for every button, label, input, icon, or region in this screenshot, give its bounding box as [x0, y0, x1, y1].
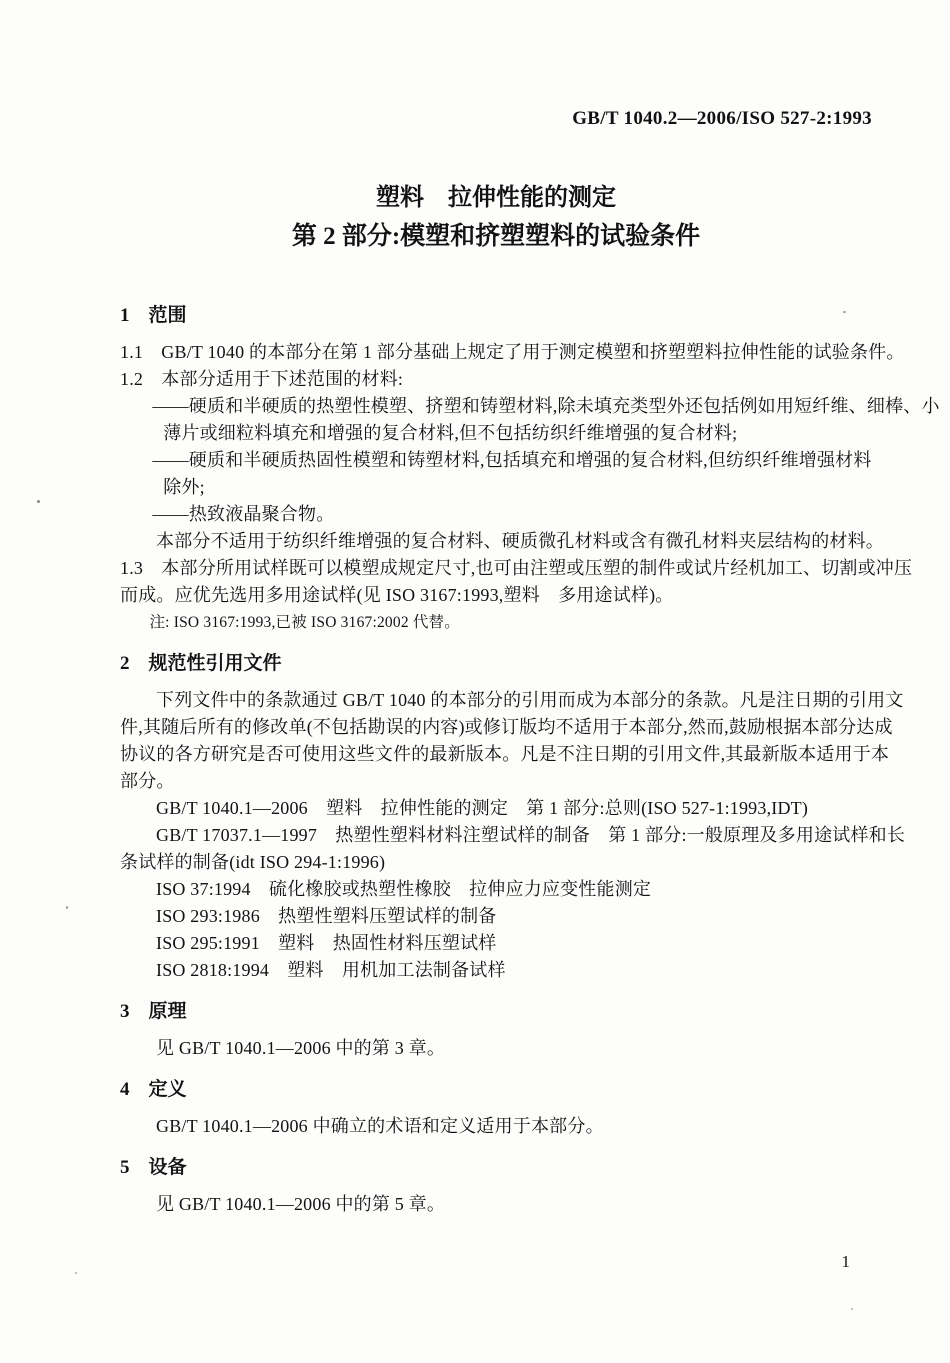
- section-heading: 3 原理: [120, 1001, 187, 1022]
- section: [120, 998, 872, 1062]
- section-heading: 2 规范性引用文件: [120, 653, 282, 674]
- section-heading: 1 范围: [120, 305, 187, 326]
- document-content: [120, 0, 940, 1218]
- section-heading: 4 定义: [120, 1079, 187, 1100]
- text-line: 见 GB/T 1040.1—2006 中的第 3 章。: [156, 1038, 446, 1058]
- text-line: 本部分不适用于纺织纤维增强的复合材料、硬质微孔材料或含有微孔材料夹层结构的材料。: [156, 531, 884, 551]
- text-line: 见 GB/T 1040.1—2006 中的第 5 章。: [156, 1194, 446, 1214]
- section: [120, 302, 940, 636]
- text-line: ISO 37:1994 硫化橡胶或热塑性橡胶 拉伸应力应变性能测定: [156, 879, 652, 899]
- scan-speck: [75, 1272, 77, 1274]
- section: [120, 1076, 872, 1140]
- page-number: 1: [841, 1252, 850, 1271]
- text-line: GB/T 1040.1—2006 中确立的术语和定义适用于本部分。: [156, 1116, 604, 1136]
- text-line: GB/T 17037.1—1997 热塑性塑料材料注塑试样的制备 第 1 部分:一般原理及多用途试样和长: [156, 825, 906, 845]
- text-line: 件,其随后所有的修改单(不包括勘误的内容)或修订版均不适用于本部分,然而,鼓励根据本部分达成: [120, 717, 893, 737]
- scan-speck: [851, 1308, 853, 1310]
- text-line: 而成。应优先选用多用途试样(见 ISO 3167:1993,塑料 多用途试样)。: [120, 585, 674, 605]
- text-line: ISO 293:1986 热塑性塑料压塑试样的制备: [156, 906, 497, 926]
- text-line: 协议的各方研究是否可使用这些文件的最新版本。凡是不注日期的引用文件,其最新版本适用于本: [120, 744, 890, 764]
- text-line: GB/T 1040.1—2006 塑料 拉伸性能的测定 第 1 部分:总则(ISO 527-1:1993,IDT): [156, 798, 809, 818]
- text-line: ISO 2818:1994 塑料 用机加工法制备试样: [156, 960, 506, 980]
- standard-code: GB/T 1040.2—2006/ISO 527-2:1993: [572, 108, 872, 129]
- text-line: ——硬质和半硬质的热塑性模塑、挤塑和铸塑材料,除未填充类型外还包括例如用短纤维、细棒、小: [152, 396, 940, 416]
- text-line: 1.2 本部分适用于下述范围的材料:: [120, 369, 404, 389]
- text-line: 注: ISO 3167:1993,已被 ISO 3167:2002 代替。: [149, 614, 460, 631]
- text-line: ISO 295:1991 塑料 热固性材料压塑试样: [156, 933, 497, 953]
- text-line: 1.3 本部分所用试样既可以模塑成规定尺寸,也可由注塑或压塑的制件或试片经机加工、切割或冲压: [120, 558, 913, 578]
- section-heading: 5 设备: [120, 1157, 187, 1178]
- text-line: 条试样的制备(idt ISO 294-1:1996): [120, 852, 386, 872]
- scan-speck: [37, 500, 40, 503]
- text-line: ——硬质和半硬质热固性模塑和铸塑材料,包括填充和增强的复合材料,但纺织纤维增强材料: [152, 450, 872, 470]
- scan-speck: [843, 311, 846, 313]
- document-body: [120, 302, 940, 1218]
- text-line: ——热致液晶聚合物。: [152, 504, 335, 524]
- section: [120, 1154, 872, 1218]
- scan-speck: [66, 906, 68, 909]
- text-line: 下列文件中的条款通过 GB/T 1040 的本部分的引用而成为本部分的条款。凡是注日期的引用文: [156, 690, 904, 710]
- text-line: 除外;: [163, 477, 205, 497]
- document-subtitle: 第 2 部分:模塑和挤塑塑料的试验条件: [291, 223, 701, 250]
- text-line: 1.1 GB/T 1040 的本部分在第 1 部分基础上规定了用于测定模塑和挤塑塑料拉伸性能的试验条件。: [120, 342, 905, 362]
- section: [120, 650, 906, 984]
- text-line: 薄片或细粒料填充和增强的复合材料,但不包括纺织纤维增强的复合材料;: [163, 423, 738, 443]
- document-title: 塑料 拉伸性能的测定: [376, 185, 616, 211]
- text-line: 部分。: [120, 771, 175, 791]
